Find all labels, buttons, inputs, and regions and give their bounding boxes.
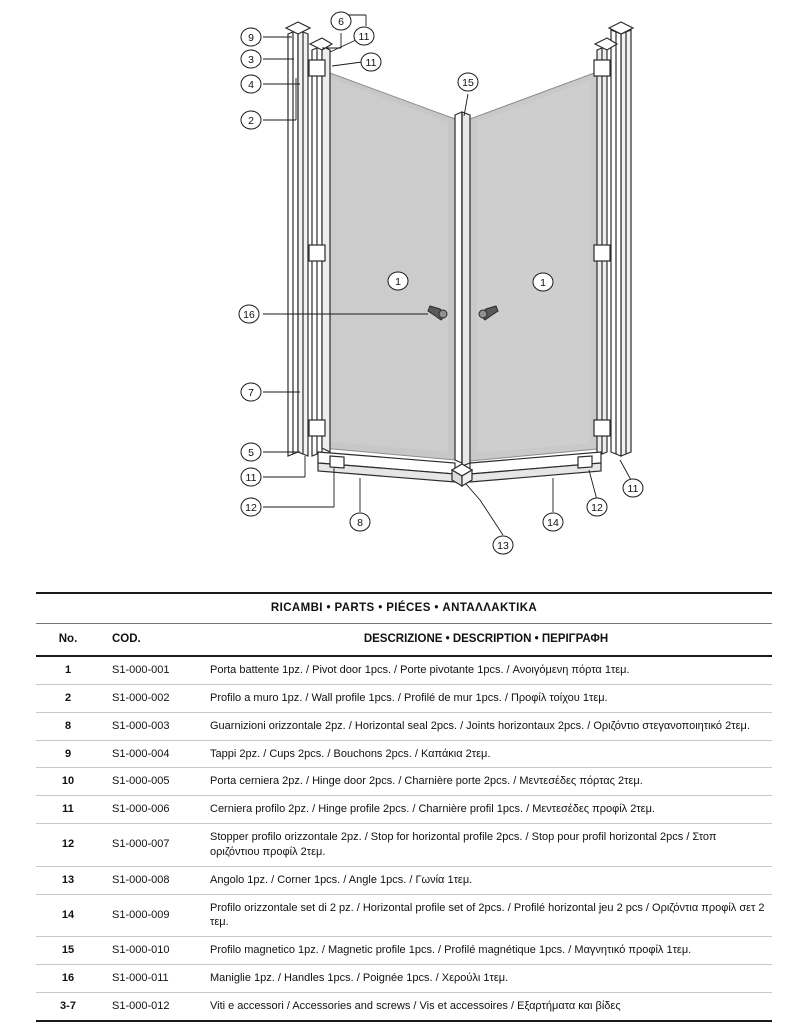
callout-4 [241,75,261,93]
callout-label: 11 [627,483,639,495]
cell-no: 15 [36,937,100,965]
cell-desc: Maniglie 1pz. / Handles 1pcs. / Poignée 1pcs. / Χερούλι 1τεμ. [200,965,772,993]
callout-label: 2 [248,115,254,127]
table-row [36,684,772,712]
callout-label: 5 [248,447,254,459]
callout-1-right [533,273,553,291]
cell-cod: S1-000-002 [100,684,200,712]
cell-cod: S1-000-005 [100,768,200,796]
callout-15 [458,73,478,91]
callout-6 [331,12,351,30]
callout-label: 9 [248,32,254,44]
cell-cod: S1-000-007 [100,824,200,867]
callout-13 [493,536,513,554]
callout-16 [239,305,259,323]
cell-desc: Viti e accessori / Accessories and screws / Vis et accessoires / Εξαρτήματα και βίδες [200,992,772,1020]
cell-desc: Guarnizioni orizzontale 2pz. / Horizontal seal 2pcs. / Joints horizontaux 2pcs. / Οριζόντιο στεγανοποιητικό 2τεμ. [200,712,772,740]
cell-cod: S1-000-008 [100,866,200,894]
table-row [36,712,772,740]
cell-desc: Profilo magnetico 1pz. / Magnetic profile 1pcs. / Profilé magnétique 1pcs. / Μαγνητικό προφίλ 1τεμ. [200,937,772,965]
callout-label: 1 [540,277,546,289]
table-row [36,965,772,993]
callout-12-left [241,498,261,516]
cell-desc: Profilo a muro 1pz. / Wall profile 1pcs. / Profilé de mur 1pcs. / Προφίλ τοίχου 1τεμ. [200,684,772,712]
table-row [36,866,772,894]
cell-cod: S1-000-004 [100,740,200,768]
table-row [36,768,772,796]
table-row [36,992,772,1020]
parts-table-title: RICAMBI • PARTS • PIÉCES • ΑΝΤΑΛΛΑΚΤΙΚΑ [36,593,772,624]
callout-11-top-b [361,53,381,71]
table-row [36,796,772,824]
parts-table [36,592,772,1022]
callout-label: 4 [248,79,254,91]
cell-desc: Tappi 2pz. / Cups 2pcs. / Bouchons 2pcs. / Καπάκια 2τεμ. [200,740,772,768]
parts-table-header-row [36,624,772,657]
callout-label: 1 [395,276,401,288]
table-row [36,740,772,768]
table-row [36,937,772,965]
callout-label: 14 [547,517,559,529]
callout-label: 11 [245,472,257,484]
callout-label: 6 [338,16,344,28]
cell-no: 11 [36,796,100,824]
callout-11-right [623,479,643,497]
parts-table-body [36,656,772,1021]
callout-label: 11 [358,31,370,43]
cell-desc: Porta cerniera 2pz. / Hinge door 2pcs. / Charnière porte 2pcs. / Μεντεσέδες πόρτας 2τεμ. [200,768,772,796]
cell-cod: S1-000-009 [100,894,200,937]
callout-14 [543,513,563,531]
callout-label: 11 [365,57,377,69]
callout-3 [241,50,261,68]
table-row [36,656,772,684]
cell-desc: Angolo 1pz. / Corner 1pcs. / Angle 1pcs. / Γωνία 1τεμ. [200,866,772,894]
cell-cod: S1-000-006 [100,796,200,824]
cell-no: 1 [36,656,100,684]
callout-11-top-a [354,27,374,45]
right-wall-profile [594,22,633,456]
callout-2 [241,111,261,129]
callout-7 [241,383,261,401]
callout-label: 12 [245,502,257,514]
column-header-desc: DESCRIZIONE • DESCRIPTION • ΠΕΡΙΓΡΑΦΗ [200,624,772,657]
cell-no: 16 [36,965,100,993]
cell-no: 3-7 [36,992,100,1020]
callout-8 [350,513,370,531]
left-wall-profile [286,22,332,456]
cell-no: 14 [36,894,100,937]
cell-no: 13 [36,866,100,894]
callout-label: 16 [243,309,255,321]
cell-desc: Cerniera profilo 2pz. / Hinge profile 2pcs. / Charnière profil 1pcs. / Μεντεσέδες προφίλ 2τεμ. [200,796,772,824]
cell-desc: Stopper profilo orizzontale 2pz. / Stop for horizontal profile 2pcs. / Stop pour profil horizontal 2pcs / Στοπ οριζόντιου προφίλ 2τεμ. [200,824,772,867]
cell-cod: S1-000-012 [100,992,200,1020]
callout-9 [241,28,261,46]
callout-label: 12 [591,502,603,514]
callout-12-right [587,498,607,516]
callout-label: 13 [497,540,509,552]
cell-cod: S1-000-010 [100,937,200,965]
cell-no: 10 [36,768,100,796]
callout-label: 15 [462,77,474,89]
callout-label: 3 [248,54,254,66]
column-header-no: No. [36,624,100,657]
cell-cod: S1-000-001 [100,656,200,684]
parts-table-title-row [36,593,772,624]
table-row [36,824,772,867]
table-row [36,894,772,937]
cell-cod: S1-000-011 [100,965,200,993]
parts-table-container [36,592,772,1022]
column-header-cod: COD. [100,624,200,657]
cell-desc: Porta battente 1pz. / Pivot door 1pcs. / Porte pivotante 1pcs. / Ανοιγόμενη πόρτα 1τεμ. [200,656,772,684]
callout-11-left [241,468,261,486]
cell-no: 2 [36,684,100,712]
cell-no: 8 [36,712,100,740]
cell-no: 9 [36,740,100,768]
magnetic-profile [455,112,470,466]
cell-cod: S1-000-003 [100,712,200,740]
callout-1-left [388,272,408,290]
cell-no: 12 [36,824,100,867]
callout-label: 8 [357,517,363,529]
callout-5 [241,443,261,461]
cell-desc: Profilo orizzontale set di 2 pz. / Horizontal profile set of 2pcs. / Profilé horizontal jeu 2 pcs / Οριζόντια προφίλ σετ 2 τεμ. [200,894,772,937]
callout-label: 7 [248,387,254,399]
